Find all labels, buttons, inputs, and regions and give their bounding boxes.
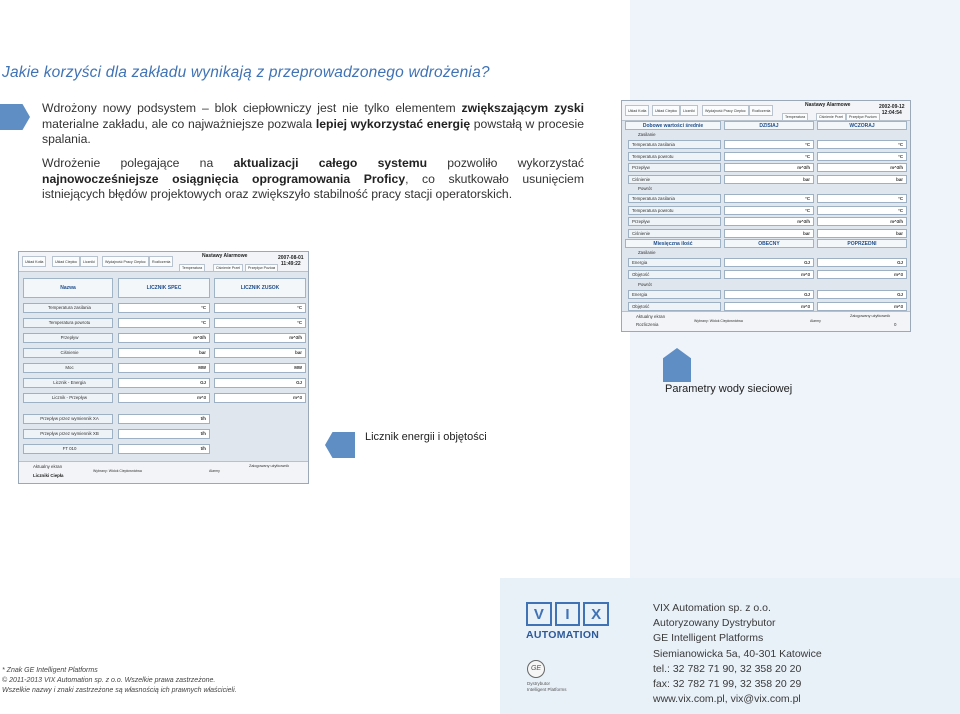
screen-tab: Liczniki [80,256,98,267]
emphasis-text: zwiększającym zyski [461,101,584,115]
row-label: Temperatura powrotu [628,206,721,215]
screen-subtab: Przepływ Poziom [846,113,880,121]
ge-text-line: Intelligent Platforms [527,686,567,692]
alarms-label: Alarmy [209,469,220,473]
paragraph-text: powstałą w procesie spalania. [42,116,584,146]
row-unit: °C [724,206,814,215]
section-title: Miesięczna ilość [625,239,721,248]
row-label: Temperatura zasilania [23,303,113,313]
contact-line: GE Intelligent Platforms [653,632,764,645]
emphasis-text: lepiej wykorzystać energię [315,116,471,131]
row-unit: °C [817,152,907,161]
row-unit: bar [817,229,907,238]
row-unit: bar [724,175,814,184]
row-unit: bar [118,348,210,358]
row-label: Moc [23,363,113,373]
row-unit: t/h [118,414,210,424]
screen-tab: Układ Kotła [22,256,46,267]
ge-logo-icon: GE [527,660,545,678]
screen-top-bar [19,252,308,272]
row-unit: °C [724,152,814,161]
row-unit: m^3 [817,270,907,279]
row-label: Przepływ [628,217,721,226]
row-unit: GJ [817,258,907,267]
alarm-settings-title: Nastawy Alarmowe [805,102,851,108]
current-screen-label: Aktualny ekran [33,464,63,469]
screen-subtab: Ciśnienie Przeł [816,113,846,121]
emphasis-text: aktualizacji całego systemu [233,156,428,170]
contact-line: VIX Automation sp. z o.o. [653,602,771,614]
selected-view: Wybrany: Widok Ciepłownictwa [93,469,142,473]
row-label: Ciśnienie [628,229,721,238]
screen-datetime [879,104,905,116]
logged-user-label: Zalogowany użytkownik [850,314,891,318]
row-unit: MW [118,363,210,373]
row-label: Przepływ przez wymiennik XB [23,429,113,439]
screen-subtab: Temperatura [179,264,205,272]
row-unit: m^3 [724,302,814,311]
row-unit: MW [214,363,306,373]
row-label: Objętość [628,302,721,311]
screen-date: 2002-09-12 [879,104,905,110]
column-header: WCZORAJ [817,121,907,130]
screen-footer [19,461,308,483]
row-unit: m^3 [214,393,306,403]
column-header: LICZNIK ZUSOK [214,278,306,298]
contact-line: fax: 32 782 71 99, 32 358 20 29 [653,678,802,691]
contact-line: Siemianowicka 5a, 40-301 Katowice [653,647,822,660]
row-label: Licznik - Energia [23,378,113,388]
energy-meter-screenshot [18,251,309,484]
screen-tab: Wydajność Pracy Ciepłoc [102,256,149,267]
row-unit: m^3/h [724,163,814,172]
row-unit: GJ [118,378,210,388]
caption-arrow-marker [325,432,355,458]
row-unit: °C [724,194,814,203]
row-unit: GJ [724,290,814,299]
column-header: DZISIAJ [724,121,814,130]
row-unit: °C [214,303,306,313]
row-label: Energia [628,258,721,267]
row-label: Energia [628,290,721,299]
row-unit: m^3/h [817,217,907,226]
group-label: Zasilanie [638,132,656,137]
column-header: POPRZEDNI [817,239,907,248]
screen-time: 11:49:22 [280,261,301,267]
paragraph-text: pozwoliło wykorzystać [427,156,584,170]
vix-letter: V [526,602,552,626]
group-label: Powrót [638,282,652,287]
row-unit: °C [214,318,306,328]
ge-text-line: Dystrybutor [527,681,551,686]
screen-subtab: Temperatura [782,113,808,121]
column-header: Nazwa [23,278,113,298]
vix-logo-subtitle: AUTOMATION [526,629,600,641]
paragraph-benefits [42,101,584,148]
current-screen-name: Liczniki Ciepła [33,473,64,478]
row-unit: m^3/h [817,163,907,172]
vix-letter: I [555,602,581,626]
contact-line: Autoryzowany Dystrybutor [653,617,776,630]
row-label: Temperatura powrotu [23,318,113,328]
emphasis-text: najnowocześniejsze osiągnięcia oprogramowania Proficy [42,171,406,186]
alarm-settings-title: Nastawy Alarmowe [202,253,248,259]
row-label: Licznik - Przepływ [23,393,113,403]
screen-date: 2007-08-01 [278,255,304,261]
row-label: Temperatura zasilania [628,140,721,149]
paragraph-text: Wdrożenie polegające na [42,156,234,170]
group-label: Zasilanie [638,250,656,255]
screen-tab: Rozliczenia [749,105,773,116]
energy-meter-caption: Licznik energii i objętości [365,431,487,443]
legal-line: * Znak GE Intelligent Platforms [2,667,98,674]
section-title: Dobowe wartości średnie [625,121,721,130]
legal-line: Wszelkie nazwy i znaki zastrzeżone są własnością ich prawnych właścicieli. [2,687,237,694]
row-label: Przepływ przez wymiennik XA [23,414,113,424]
screen-datetime [278,255,304,267]
screen-footer [622,311,910,331]
row-unit: t/h [118,429,210,439]
alarms-label: Alarmy [810,319,821,323]
vix-automation-logo [526,602,612,641]
row-unit: GJ [817,290,907,299]
row-unit: °C [118,303,210,313]
screen-top-bar [622,101,910,121]
paragraph-arrow-marker [0,104,30,130]
row-unit: m^3 [724,270,814,279]
page-heading: Jakie korzyści dla zakładu wynikają z przeprowadzonego wdrożenia? [2,64,490,81]
row-label: Objętość [628,270,721,279]
ge-logo-text [527,681,567,692]
water-parameters-screenshot [621,100,911,332]
row-unit: m^3/h [214,333,306,343]
legal-notice [2,666,237,696]
row-unit: m^3 [118,393,210,403]
screen-tab: Rozliczenia [149,256,173,267]
row-unit: °C [118,318,210,328]
row-label: Ciśnienie [628,175,721,184]
row-unit: GJ [724,258,814,267]
row-unit: t/h [118,444,210,454]
contact-block [653,601,822,707]
row-unit: m^3/h [118,333,210,343]
screen-subtab: Przepływ Pozioм [245,264,278,272]
paragraph-text: materialne zakładu, ale co najważniejsze pozwala [42,116,316,131]
contact-line: www.vix.com.pl, vix@vix.com.pl [653,693,801,706]
paragraph-text: Wdrożony nowy podsystem – blok ciepłowniczy jest nie tylko elementem [42,101,462,115]
screen-tab: Układ Kotła [625,105,649,116]
screen-tab: Wydajność Pracy Ciepłoc [702,105,749,116]
row-unit: bar [214,348,306,358]
row-label: Ciśnienie [23,348,113,358]
row-label: Przepływ [23,333,113,343]
row-unit: °C [817,140,907,149]
row-label: Temperatura zasilania [628,194,721,203]
column-header: OBECNY [724,239,814,248]
row-unit: m^3/h [724,217,814,226]
logged-user-value: 0 [894,322,897,327]
row-unit: m^3 [817,302,907,311]
screen-tab: Układ Ciepłoc [52,256,80,267]
row-unit: GJ [214,378,306,388]
screen-tab: Układ Ciepłoc [652,105,680,116]
paragraph-text: , co skutkowało usunięciem istniejących błędów projektowych oraz zwiększyło stabilność pracy stacji operatorskich. [42,171,584,201]
row-unit: bar [817,175,907,184]
row-label: Temperatura powrotu [628,152,721,161]
row-unit: bar [724,229,814,238]
selected-view: Wybrany: Widok Ciepłownictwa [694,319,743,323]
current-screen-label: Aktualny ekran [636,314,666,319]
row-label: FT 010 [23,444,113,454]
screen-tab: Liczniki [680,105,698,116]
row-unit: °C [724,140,814,149]
paragraph-update [42,156,584,203]
group-label: Powrót [638,186,652,191]
current-screen-name: Rozliczenia [636,322,659,327]
column-header: LICZNIK SPEC [118,278,210,298]
row-unit: °C [817,206,907,215]
logged-user-label: Zalogowany użytkownik [249,464,290,468]
contact-line: tel.: 32 782 71 90, 32 358 20 20 [653,662,802,675]
legal-line: © 2011-2013 VIX Automation sp. z o.o. Wszelkie prawa zastrzeżone. [2,677,216,684]
screen-time: 12:04:54 [881,110,902,116]
water-parameters-caption: Parametry wody sieciowej [665,383,793,395]
row-unit: °C [817,194,907,203]
row-label: Przepływ [628,163,721,172]
vix-letter: X [583,602,609,626]
screen-subtab: Ciśnienie Przeł [213,264,243,272]
